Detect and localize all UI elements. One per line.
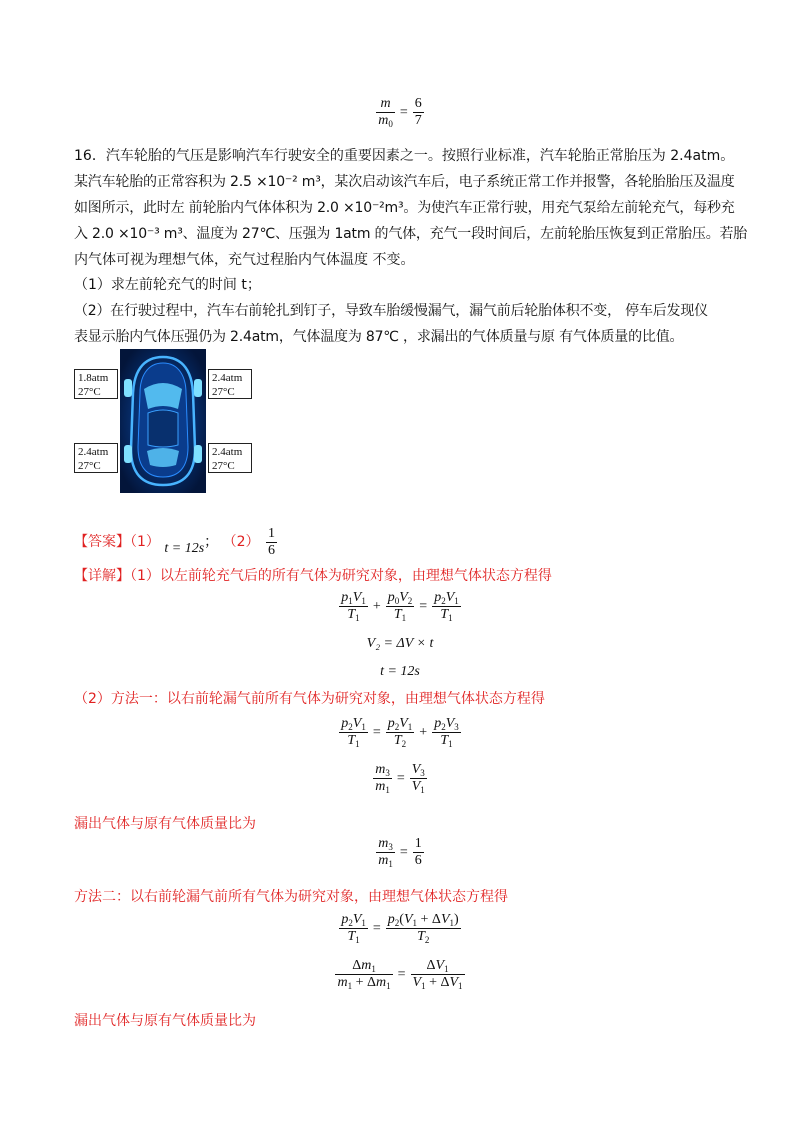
- answer-line: [74, 522, 734, 562]
- equation-mass-ratio-top: $\frac{m}{m_0}$ = $\frac{6}{7}$: [378, 96, 422, 129]
- answer-part2-fraction: $\frac{1}{6}$: [268, 525, 275, 558]
- answer-part1-value: t = 12s: [164, 541, 205, 556]
- tire-pressure-front-right: 2.4atm: [212, 372, 243, 384]
- tire-pressure-front-left: 1.8atm: [78, 372, 109, 384]
- tire-box-rear-right: [208, 443, 252, 473]
- question-2-line-1: （2）在行驶过程中，汽车右前轮扎到钉子，导致车胎缓慢漏气，漏气前后轮胎体积不变， 停车后发现仪: [74, 303, 708, 319]
- ratio-text-2: 漏出气体与原有气体质量比为: [74, 1013, 256, 1029]
- equation-state-1: $\frac{p_1V_1}{T_1}$ + $\frac{p_0V_2}{T_1}$ = $\frac{p_2V_1}{T_1}$: [341, 590, 459, 623]
- tire-pressure-rear-left: 2.4atm: [78, 446, 109, 458]
- problem-line-4: 入 2.0 ×10⁻³ m³、温度为 27℃、压强为 1atm 的气体，充气一段时间后，左前轮胎压恢复到正常胎压。若胎: [74, 226, 748, 242]
- problem-line-5: 内气体可视为理想气体，充气过程胎内气体温度 不变。: [74, 252, 415, 268]
- equation-delta-m: $\frac{\Delta m_1}{m_1 + \Delta m_1}$ = $\frac{\Delta V_1}{V_1 + \Delta V_1}$: [337, 958, 463, 991]
- tire-box-front-left: [74, 369, 118, 399]
- answer-part1-label: （1）: [130, 534, 160, 550]
- tire-pressure-figure: [74, 349, 254, 493]
- tire-temp-rear-right: 27°C: [212, 460, 235, 472]
- problem-line-2: 某汽车轮胎的正常容积为 2.5 ×10⁻² m³，某次启动该汽车后，电子系统正常工作并报警，各轮胎胎压及温度: [74, 174, 735, 190]
- tire-temp-front-right: 27°C: [212, 386, 235, 398]
- detail-intro: 【详解】（1）以左前轮充气后的所有气体为研究对象，由理想气体状态方程得: [74, 568, 552, 584]
- tire-box-front-right: [208, 369, 252, 399]
- problem-line-1: 16．汽车轮胎的气压是影响汽车行驶安全的重要因素之一。按照行业标准，汽车轮胎正常胎压为 2.4atm。: [74, 148, 735, 164]
- answer-part2-label: （2）: [222, 534, 260, 550]
- tire-temp-rear-left: 27°C: [78, 460, 101, 472]
- question-2-line-2: 表显示胎内气体压强仍为 2.4atm，气体温度为 87℃ ，求漏出的气体质量与原 有气体质量的比值。: [74, 329, 684, 345]
- answer-separator: ；: [204, 534, 219, 550]
- tire-box-rear-left: [74, 443, 118, 473]
- car-top-view-icon: [120, 349, 206, 493]
- answer-label: 【答案】: [74, 534, 130, 550]
- equation-m3-m1: $\frac{m_3}{m_1}$ = $\frac{V_3}{V_1}$: [375, 762, 425, 795]
- tire-temp-front-left: 27°C: [78, 386, 101, 398]
- method-1-text: （2）方法一：以右前轮漏气前所有气体为研究对象，由理想气体状态方程得: [74, 691, 545, 707]
- equation-state-2: $\frac{p_2V_1}{T_1}$ = $\frac{p_2V_1}{T_2}$ + $\frac{p_2V_3}{T_1}$: [341, 716, 459, 749]
- question-1: （1）求左前轮充气的时间 t；: [74, 277, 261, 293]
- equation-ratio-1: $\frac{m_3}{m_1}$ = $\frac{1}{6}$: [378, 836, 422, 869]
- problem-line-3: 如图所示，此时左 前轮胎内气体体积为 2.0 ×10⁻²m³。为使汽车正常行驶，用充气泵给左前轮充气，每秒充: [74, 200, 735, 216]
- car-illustration: [120, 349, 206, 493]
- method-2-text: 方法二：以右前轮漏气前所有气体为研究对象，由理想气体状态方程得: [74, 889, 508, 905]
- equation-state-3: $\frac{p_2V_1}{T_1}$ = $\frac{p_2(V_1 + \Delta V_1)}{T_2}$: [341, 912, 459, 945]
- equation-t: t = 12s: [380, 664, 420, 679]
- tire-pressure-rear-right: 2.4atm: [212, 446, 243, 458]
- ratio-text-1: 漏出气体与原有气体质量比为: [74, 816, 256, 832]
- equation-v2: V₂ = ΔV × t: [366, 636, 434, 651]
